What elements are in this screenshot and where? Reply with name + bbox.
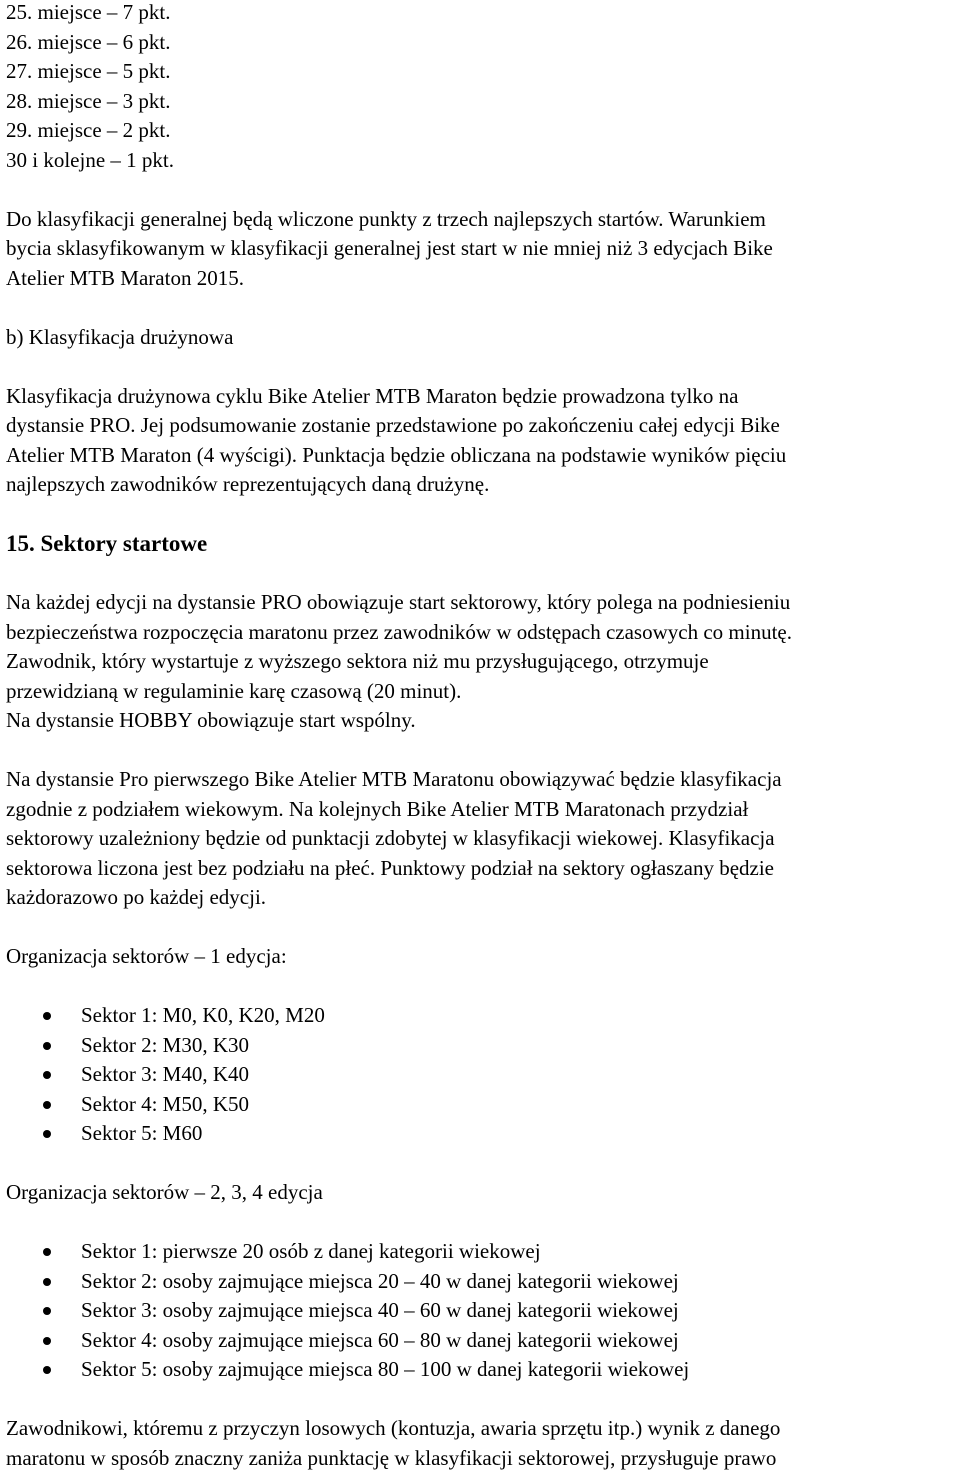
points-list	[6, 0, 956, 175]
spacer	[6, 559, 956, 589]
general-classification-paragraph	[6, 205, 956, 294]
org1-heading: Organizacja sektorów – 1 edycja:	[6, 944, 287, 968]
list-item	[6, 1296, 956, 1326]
spacer	[6, 500, 956, 530]
org1-list	[6, 1001, 956, 1149]
pro-distance-paragraph	[6, 765, 956, 913]
paragraph-line: Na dystansie HOBBY obowiązuje start wspólny.	[6, 708, 416, 732]
list-item-label: Sektor 4: osoby zajmujące miejsca 60 – 80 w danej kategorii wiekowej	[81, 1327, 679, 1352]
paragraph-line: Do klasyfikacji generalnej będą wliczone punkty z trzech najlepszych startów. Warunkiem	[6, 206, 766, 231]
spacer	[6, 352, 956, 382]
team-classification-heading: b) Klasyfikacja drużynowa	[6, 324, 234, 349]
list-item	[6, 1060, 956, 1090]
list-item	[6, 1001, 956, 1031]
spacer	[6, 1385, 956, 1415]
spacer	[6, 972, 956, 1002]
spacer	[6, 1208, 956, 1238]
list-item	[6, 1355, 956, 1385]
list-item	[6, 1090, 956, 1120]
list-item-label: Sektor 3: osoby zajmujące miejsca 40 – 60 w danej kategorii wiekowej	[81, 1298, 679, 1322]
list-item-label: Sektor 1: pierwsze 20 osób z danej kategorii wiekowej	[81, 1239, 541, 1263]
paragraph-line: każdorazowo po każdej edycji.	[6, 885, 267, 909]
bullet-icon	[43, 1366, 51, 1374]
sectors-paragraph	[6, 588, 956, 736]
paragraph-line: bezpieczeństwa rozpoczęcia maratonu przez zawodników w odstępach czasowych co minutę.	[6, 619, 792, 644]
points-list-item: 26. miejsce – 6 pkt.	[6, 29, 171, 54]
bullet-icon	[43, 1101, 51, 1109]
org2-list	[6, 1237, 956, 1385]
list-item-label: Sektor 4: M50, K50	[81, 1091, 249, 1116]
paragraph-line: zgodnie z podziałem wiekowym. Na kolejnych Bike Atelier MTB Maratonach przydział	[6, 796, 749, 821]
points-list-item: 27. miejsce – 5 pkt.	[6, 59, 171, 83]
list-item-label: Sektor 3: M40, K40	[81, 1062, 249, 1086]
paragraph-line: Atelier MTB Maraton 2015.	[6, 265, 244, 290]
points-list-item: 30 i kolejne – 1 pkt.	[6, 147, 174, 172]
section-heading: 15. Sektory startowe	[6, 531, 208, 556]
list-item-label: Sektor 1: M0, K0, K20, M20	[81, 1003, 325, 1027]
list-item	[6, 1031, 956, 1061]
bullet-icon	[43, 1248, 51, 1256]
paragraph-line: sektorowa liczona jest bez podziału na płeć. Punktowy podział na sektory ogłaszany będzie	[6, 855, 774, 880]
bullet-icon	[43, 1278, 51, 1286]
paragraph-line: bycia sklasyfikowanym w klasyfikacji generalnej jest start w nie mniej niż 3 edycjach Bike	[6, 236, 773, 260]
paragraph-line: sektorowy uzależniony będzie od punktacji zdobytej w klasyfikacji wiekowej. Klasyfikacja	[6, 826, 775, 850]
bullet-icon	[43, 1042, 51, 1050]
bullet-icon	[43, 1307, 51, 1315]
points-list-item: 29. miejsce – 2 pkt.	[6, 118, 171, 142]
points-list-item: 28. miejsce – 3 pkt.	[6, 88, 171, 113]
spacer	[6, 913, 956, 943]
list-item	[6, 1267, 956, 1297]
paragraph-line: Klasyfikacja drużynowa cyklu Bike Atelier MTB Maraton będzie prowadzona tylko na	[6, 383, 739, 408]
points-list-item: 25. miejsce – 7 pkt.	[6, 0, 171, 24]
paragraph-line: maratonu w sposób znaczny zaniża punktację w klasyfikacji sektorowej, przysługuje prawo	[6, 1445, 777, 1470]
list-item	[6, 1119, 956, 1149]
list-item	[6, 1326, 956, 1356]
paragraph-line: dystansie PRO. Jej podsumowanie zostanie przedstawione po zakończeniu całej edycji Bike	[6, 413, 780, 437]
paragraph-line: Zawodnik, który wystartuje z wyższego sektora niż mu przysługującego, otrzymuje	[6, 649, 709, 673]
spacer	[6, 293, 956, 323]
document-page	[6, 0, 956, 1473]
list-item-label: Sektor 2: M30, K30	[81, 1032, 249, 1057]
paragraph-line: Atelier MTB Maraton (4 wyścigi). Punktacja będzie obliczana na podstawie wyników pięciu	[6, 442, 787, 467]
bullet-icon	[43, 1337, 51, 1345]
list-item-label: Sektor 2: osoby zajmujące miejsca 20 – 40 w danej kategorii wiekowej	[81, 1268, 679, 1293]
bullet-icon	[43, 1012, 51, 1020]
spacer	[6, 1149, 956, 1179]
paragraph-line: Zawodnikowi, któremu z przyczyn losowych (kontuzja, awaria sprzętu itp.) wynik z danego	[6, 1416, 781, 1440]
spacer	[6, 175, 956, 205]
list-item	[6, 1237, 956, 1267]
team-classification-paragraph	[6, 382, 956, 500]
final-paragraph	[6, 1414, 956, 1473]
paragraph-line: Na dystansie Pro pierwszego Bike Atelier MTB Maratonu obowiązywać będzie klasyfikacja	[6, 767, 782, 791]
paragraph-line: Na każdej edycji na dystansie PRO obowiązuje start sektorowy, który polega na podniesieniu	[6, 590, 791, 614]
bullet-icon	[43, 1071, 51, 1079]
spacer	[6, 736, 956, 766]
org2-heading: Organizacja sektorów – 2, 3, 4 edycja	[6, 1180, 323, 1204]
paragraph-line: najlepszych zawodników reprezentujących daną drużynę.	[6, 472, 490, 496]
bullet-icon	[43, 1130, 51, 1138]
list-item-label: Sektor 5: M60	[81, 1121, 203, 1145]
list-item-label: Sektor 5: osoby zajmujące miejsca 80 – 100 w danej kategorii wiekowej	[81, 1357, 690, 1381]
paragraph-line: przewidzianą w regulaminie karę czasową (20 minut).	[6, 678, 462, 703]
